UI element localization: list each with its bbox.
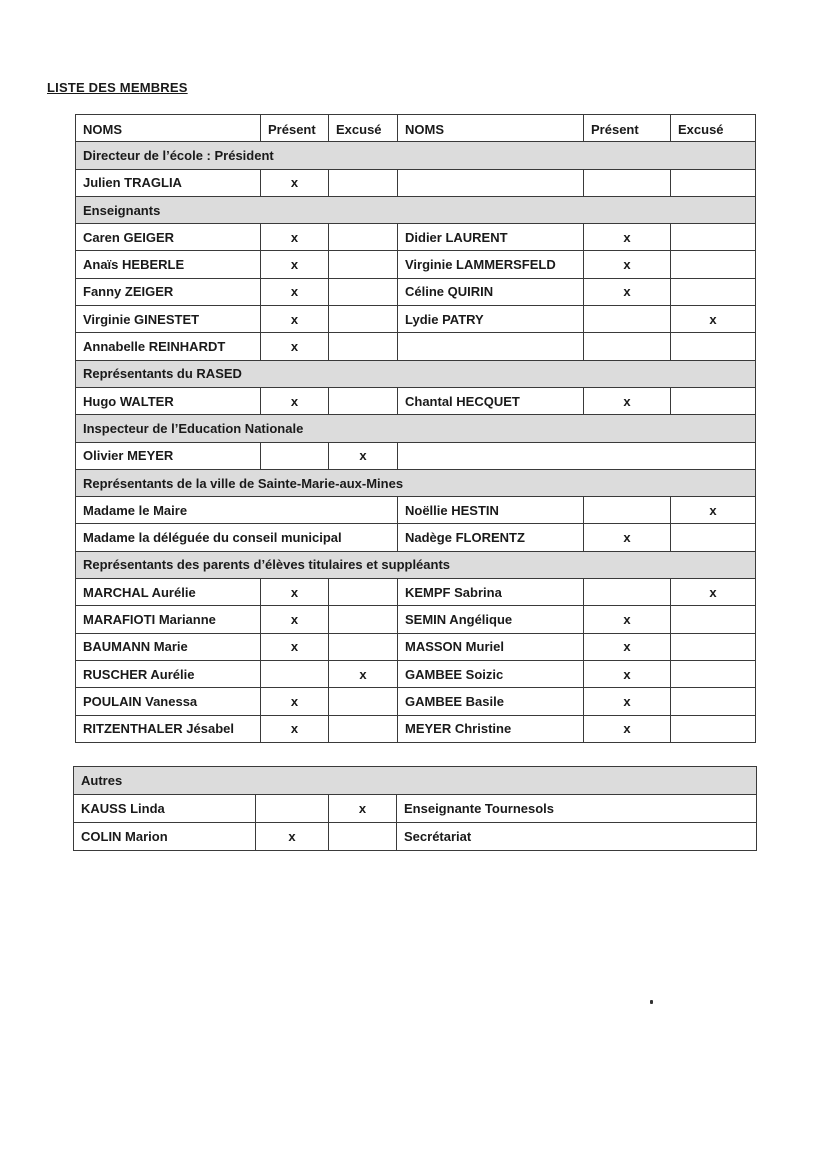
member-name: Céline QUIRIN xyxy=(398,278,584,305)
excuse-mark xyxy=(671,633,756,660)
member-name: Virginie GINESTET xyxy=(76,306,261,333)
member-role: Secrétariat xyxy=(397,823,757,851)
member-row xyxy=(74,823,757,851)
member-name: GAMBEE Basile xyxy=(398,688,584,715)
member-name: KAUSS Linda xyxy=(74,795,256,823)
member-row xyxy=(76,660,756,687)
section-row xyxy=(76,469,756,496)
member-row xyxy=(76,306,756,333)
member-row xyxy=(76,715,756,742)
present-mark: x xyxy=(261,688,329,715)
section-title: Inspecteur de l’Education Nationale xyxy=(76,415,756,442)
member-row xyxy=(76,251,756,278)
header-noms: NOMS xyxy=(398,115,584,142)
present-mark xyxy=(584,333,671,360)
excuse-mark xyxy=(329,333,398,360)
excuse-mark xyxy=(329,633,398,660)
present-mark: x xyxy=(584,278,671,305)
header-present: Présent xyxy=(584,115,671,142)
section-title: Enseignants xyxy=(76,196,756,223)
excuse-mark xyxy=(671,660,756,687)
excuse-mark xyxy=(329,688,398,715)
present-mark: x xyxy=(261,306,329,333)
excuse-mark: x xyxy=(671,497,756,524)
excuse-mark xyxy=(671,715,756,742)
member-row xyxy=(76,278,756,305)
excuse-mark xyxy=(671,251,756,278)
excuse-mark xyxy=(329,606,398,633)
member-row xyxy=(76,688,756,715)
member-name: Caren GEIGER xyxy=(76,224,261,251)
excuse-mark xyxy=(671,169,756,196)
excuse-mark: x xyxy=(671,579,756,606)
member-name xyxy=(398,333,584,360)
present-mark xyxy=(584,169,671,196)
present-mark: x xyxy=(584,688,671,715)
excuse-mark xyxy=(329,278,398,305)
present-mark: x xyxy=(261,224,329,251)
member-row xyxy=(76,633,756,660)
present-mark xyxy=(584,306,671,333)
present-mark: x xyxy=(584,715,671,742)
header-present: Présent xyxy=(261,115,329,142)
excuse-mark xyxy=(329,306,398,333)
member-name: Anaïs HEBERLE xyxy=(76,251,261,278)
present-mark: x xyxy=(584,633,671,660)
excuse-mark: x xyxy=(329,660,398,687)
present-mark: x xyxy=(261,579,329,606)
member-name: Fanny ZEIGER xyxy=(76,278,261,305)
excuse-mark: x xyxy=(329,442,398,469)
section-title: Représentants des parents d’élèves titulaires et suppléants xyxy=(76,551,756,578)
excuse-mark xyxy=(671,688,756,715)
member-name xyxy=(398,442,756,469)
present-mark: x xyxy=(261,251,329,278)
page-title: LISTE DES MEMBRES xyxy=(47,80,188,95)
member-name: Hugo WALTER xyxy=(76,387,261,414)
present-mark: x xyxy=(584,387,671,414)
member-row xyxy=(76,224,756,251)
section-title: Représentants de la ville de Sainte-Marie-aux-Mines xyxy=(76,469,756,496)
section-row xyxy=(76,142,756,169)
excuse-mark xyxy=(329,251,398,278)
section-row xyxy=(76,551,756,578)
excuse-mark: x xyxy=(329,795,397,823)
header-excuse: Excusé xyxy=(329,115,398,142)
member-name: Olivier MEYER xyxy=(76,442,261,469)
member-name: RITZENTHALER Jésabel xyxy=(76,715,261,742)
section-row xyxy=(74,767,757,795)
present-mark: x xyxy=(261,606,329,633)
scan-speck xyxy=(650,1000,653,1004)
member-name: Annabelle REINHARDT xyxy=(76,333,261,360)
present-mark: x xyxy=(584,224,671,251)
member-role: Enseignante Tournesols xyxy=(397,795,757,823)
member-name: MARCHAL Aurélie xyxy=(76,579,261,606)
member-name: Didier LAURENT xyxy=(398,224,584,251)
member-name: MARAFIOTI Marianne xyxy=(76,606,261,633)
present-mark: x xyxy=(261,633,329,660)
present-mark xyxy=(256,795,329,823)
member-row xyxy=(76,333,756,360)
member-name: SEMIN Angélique xyxy=(398,606,584,633)
excuse-mark xyxy=(671,333,756,360)
member-name: Noëllie HESTIN xyxy=(398,497,584,524)
excuse-mark xyxy=(329,715,398,742)
present-mark: x xyxy=(261,169,329,196)
member-row xyxy=(74,795,757,823)
excuse-mark xyxy=(329,387,398,414)
present-mark: x xyxy=(584,251,671,278)
member-name: Madame la déléguée du conseil municipal xyxy=(76,524,398,551)
members-table xyxy=(75,114,756,743)
header-noms: NOMS xyxy=(76,115,261,142)
member-name: MASSON Muriel xyxy=(398,633,584,660)
member-name xyxy=(398,169,584,196)
member-name: BAUMANN Marie xyxy=(76,633,261,660)
member-name: Virginie LAMMERSFELD xyxy=(398,251,584,278)
member-name: POULAIN Vanessa xyxy=(76,688,261,715)
section-title: Directeur de l’école : Président xyxy=(76,142,756,169)
member-row xyxy=(76,497,756,524)
member-row xyxy=(76,169,756,196)
present-mark xyxy=(584,497,671,524)
member-row xyxy=(76,524,756,551)
section-row xyxy=(76,415,756,442)
header-row xyxy=(76,115,756,142)
excuse-mark xyxy=(671,606,756,633)
excuse-mark xyxy=(671,387,756,414)
member-row xyxy=(76,606,756,633)
member-name: Julien TRAGLIA xyxy=(76,169,261,196)
present-mark: x xyxy=(584,660,671,687)
present-mark: x xyxy=(584,524,671,551)
present-mark: x xyxy=(584,606,671,633)
member-name: Nadège FLORENTZ xyxy=(398,524,584,551)
excuse-mark: x xyxy=(671,306,756,333)
section-title: Représentants du RASED xyxy=(76,360,756,387)
present-mark xyxy=(261,442,329,469)
present-mark xyxy=(261,660,329,687)
member-name: MEYER Christine xyxy=(398,715,584,742)
member-name: GAMBEE Soizic xyxy=(398,660,584,687)
section-title: Autres xyxy=(74,767,757,795)
member-name: Madame le Maire xyxy=(76,497,398,524)
member-row xyxy=(76,387,756,414)
section-row xyxy=(76,360,756,387)
member-name: Chantal HECQUET xyxy=(398,387,584,414)
excuse-mark xyxy=(671,524,756,551)
header-excuse: Excusé xyxy=(671,115,756,142)
present-mark: x xyxy=(261,387,329,414)
present-mark: x xyxy=(261,278,329,305)
excuse-mark xyxy=(329,823,397,851)
section-row xyxy=(76,196,756,223)
excuse-mark xyxy=(329,169,398,196)
present-mark: x xyxy=(256,823,329,851)
excuse-mark xyxy=(671,224,756,251)
present-mark: x xyxy=(261,715,329,742)
excuse-mark xyxy=(329,579,398,606)
member-name: KEMPF Sabrina xyxy=(398,579,584,606)
member-name: RUSCHER Aurélie xyxy=(76,660,261,687)
member-name: COLIN Marion xyxy=(74,823,256,851)
member-row xyxy=(76,442,756,469)
present-mark xyxy=(584,579,671,606)
member-row xyxy=(76,579,756,606)
others-table xyxy=(73,766,757,851)
present-mark: x xyxy=(261,333,329,360)
member-name: Lydie PATRY xyxy=(398,306,584,333)
excuse-mark xyxy=(329,224,398,251)
excuse-mark xyxy=(671,278,756,305)
